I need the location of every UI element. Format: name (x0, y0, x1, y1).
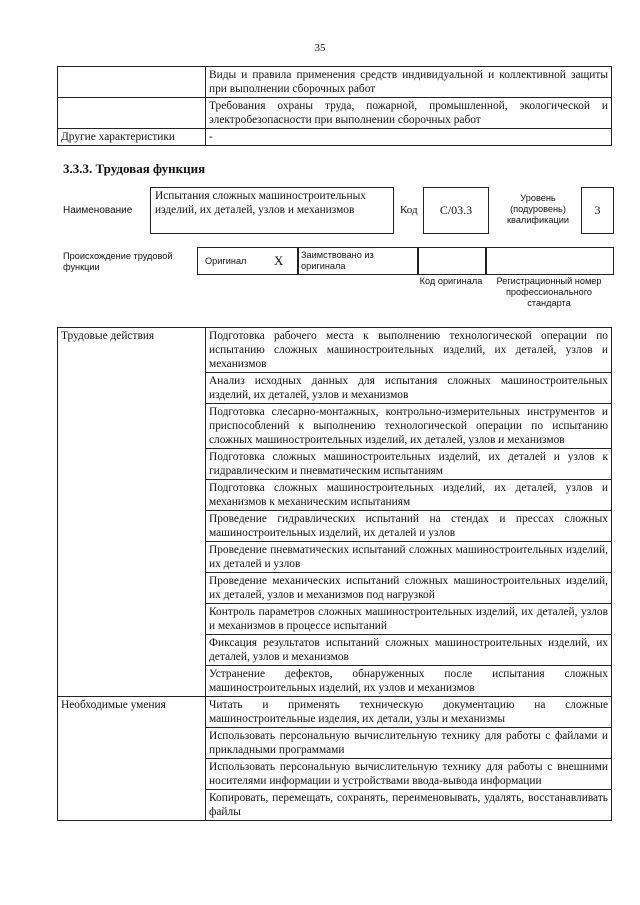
row-label (58, 98, 206, 129)
list-item: Фиксация результатов испытаний сложных машиностроительных изделий, их деталей, узлов и механизмов (206, 635, 612, 666)
table-row (58, 697, 612, 728)
section-label: Трудовые действия (58, 328, 206, 697)
code-value-box (423, 187, 489, 234)
code-original-box (417, 247, 487, 275)
table-row (58, 328, 612, 373)
list-item: Подготовка рабочего места к выполнению технологической операции по испытанию сложных машиностроительных изделий, их деталей, узлов и механизмов (206, 328, 612, 373)
original-box (197, 247, 299, 275)
reg-number-box (485, 247, 614, 275)
level-label: Уровень (подуровень) квалификации (507, 193, 569, 225)
row-label (58, 67, 206, 98)
row-text: Виды и правила применения средств индивидуальной и коллективной защиты при выполнении сборочных работ (206, 67, 612, 98)
list-item: Устранение дефектов, обнаруженных после испытания сложных машиностроительных изделий, их узлов и механизмов (206, 666, 612, 697)
original-mark: Х (274, 253, 284, 268)
level-value-box (581, 187, 614, 234)
row-text: - (206, 129, 612, 146)
table-row (58, 67, 612, 98)
list-item: Анализ исходных данных для испытания сложных машиностроительных изделий, их деталей, узлов и механизмов (206, 373, 612, 404)
original-label: Оригинал (205, 256, 247, 266)
reg-number-label: Регистрационный номер профессионального стандарта (496, 276, 602, 308)
code-original-label: Код оригинала (419, 276, 483, 286)
name-value-box (150, 187, 394, 234)
origin-label: Происхождение трудовой функции (63, 251, 173, 272)
section-label: Необходимые умения (58, 697, 206, 821)
top-table (57, 66, 612, 146)
list-item: Контроль параметров сложных машиностроительных изделий, их деталей, узлов и механизмов в процессе испытаний (206, 604, 612, 635)
name-label: Наименование (63, 205, 133, 216)
list-item: Проведение механических испытаний сложных машиностроительных изделий, их деталей, узлов и механизмов под нагрузкой (206, 573, 612, 604)
list-item: Использовать персональную вычислительную технику для работы с файлами и прикладными программами (206, 728, 612, 759)
list-item: Подготовка сложных машиностроительных изделий, их деталей, узлов и механизмов к механическим испытаниям (206, 480, 612, 511)
row-text: Требования охраны труда, пожарной, промышленной, экологической и электробезопасности при выполнении сборочных работ (206, 98, 612, 129)
code-value: С/03.3 (439, 203, 473, 217)
list-item: Подготовка сложных машиностроительных изделий, их деталей и узлов к гидравлическим и пневматическим испытаниям (206, 449, 612, 480)
table-row (58, 129, 612, 146)
row-label: Другие характеристики (58, 129, 206, 146)
list-item: Использовать персональную вычислительную технику для работы с внешними носителями информации и устройствами ввода-вывода информации (206, 759, 612, 790)
level-value: 3 (594, 203, 601, 217)
list-item: Подготовка слесарно-монтажных, контрольно-измерительных инструментов и приспособлений к выполнению технологической операции по испытанию сложных машиностроительных изделий, их деталей, узлов и механизмов (206, 404, 612, 449)
borrowed-label: Заимствовано из оригинала (301, 250, 374, 271)
page-number: 35 (314, 42, 326, 54)
list-item: Проведение пневматических испытаний сложных машиностроительных изделий, их деталей и узлов (206, 542, 612, 573)
main-table (57, 327, 612, 821)
list-item: Проведение гидравлических испытаний на стендах и прессах сложных машиностроительных изделий, их деталей и узлов (206, 511, 612, 542)
section-title: 3.3.3. Трудовая функция (63, 161, 206, 176)
list-item: Читать и применять техническую документацию на сложные машиностроительные изделия, их детали, узлы и механизмы (206, 697, 612, 728)
borrowed-box (297, 247, 419, 275)
list-item: Копировать, перемещать, сохранять, переименовывать, удалять, восстанавливать файлы (206, 790, 612, 821)
table-row (58, 98, 612, 129)
name-value: Испытания сложных машиностроительных изделий, их деталей, узлов и механизмов (155, 190, 366, 216)
code-label: Код (400, 204, 418, 216)
